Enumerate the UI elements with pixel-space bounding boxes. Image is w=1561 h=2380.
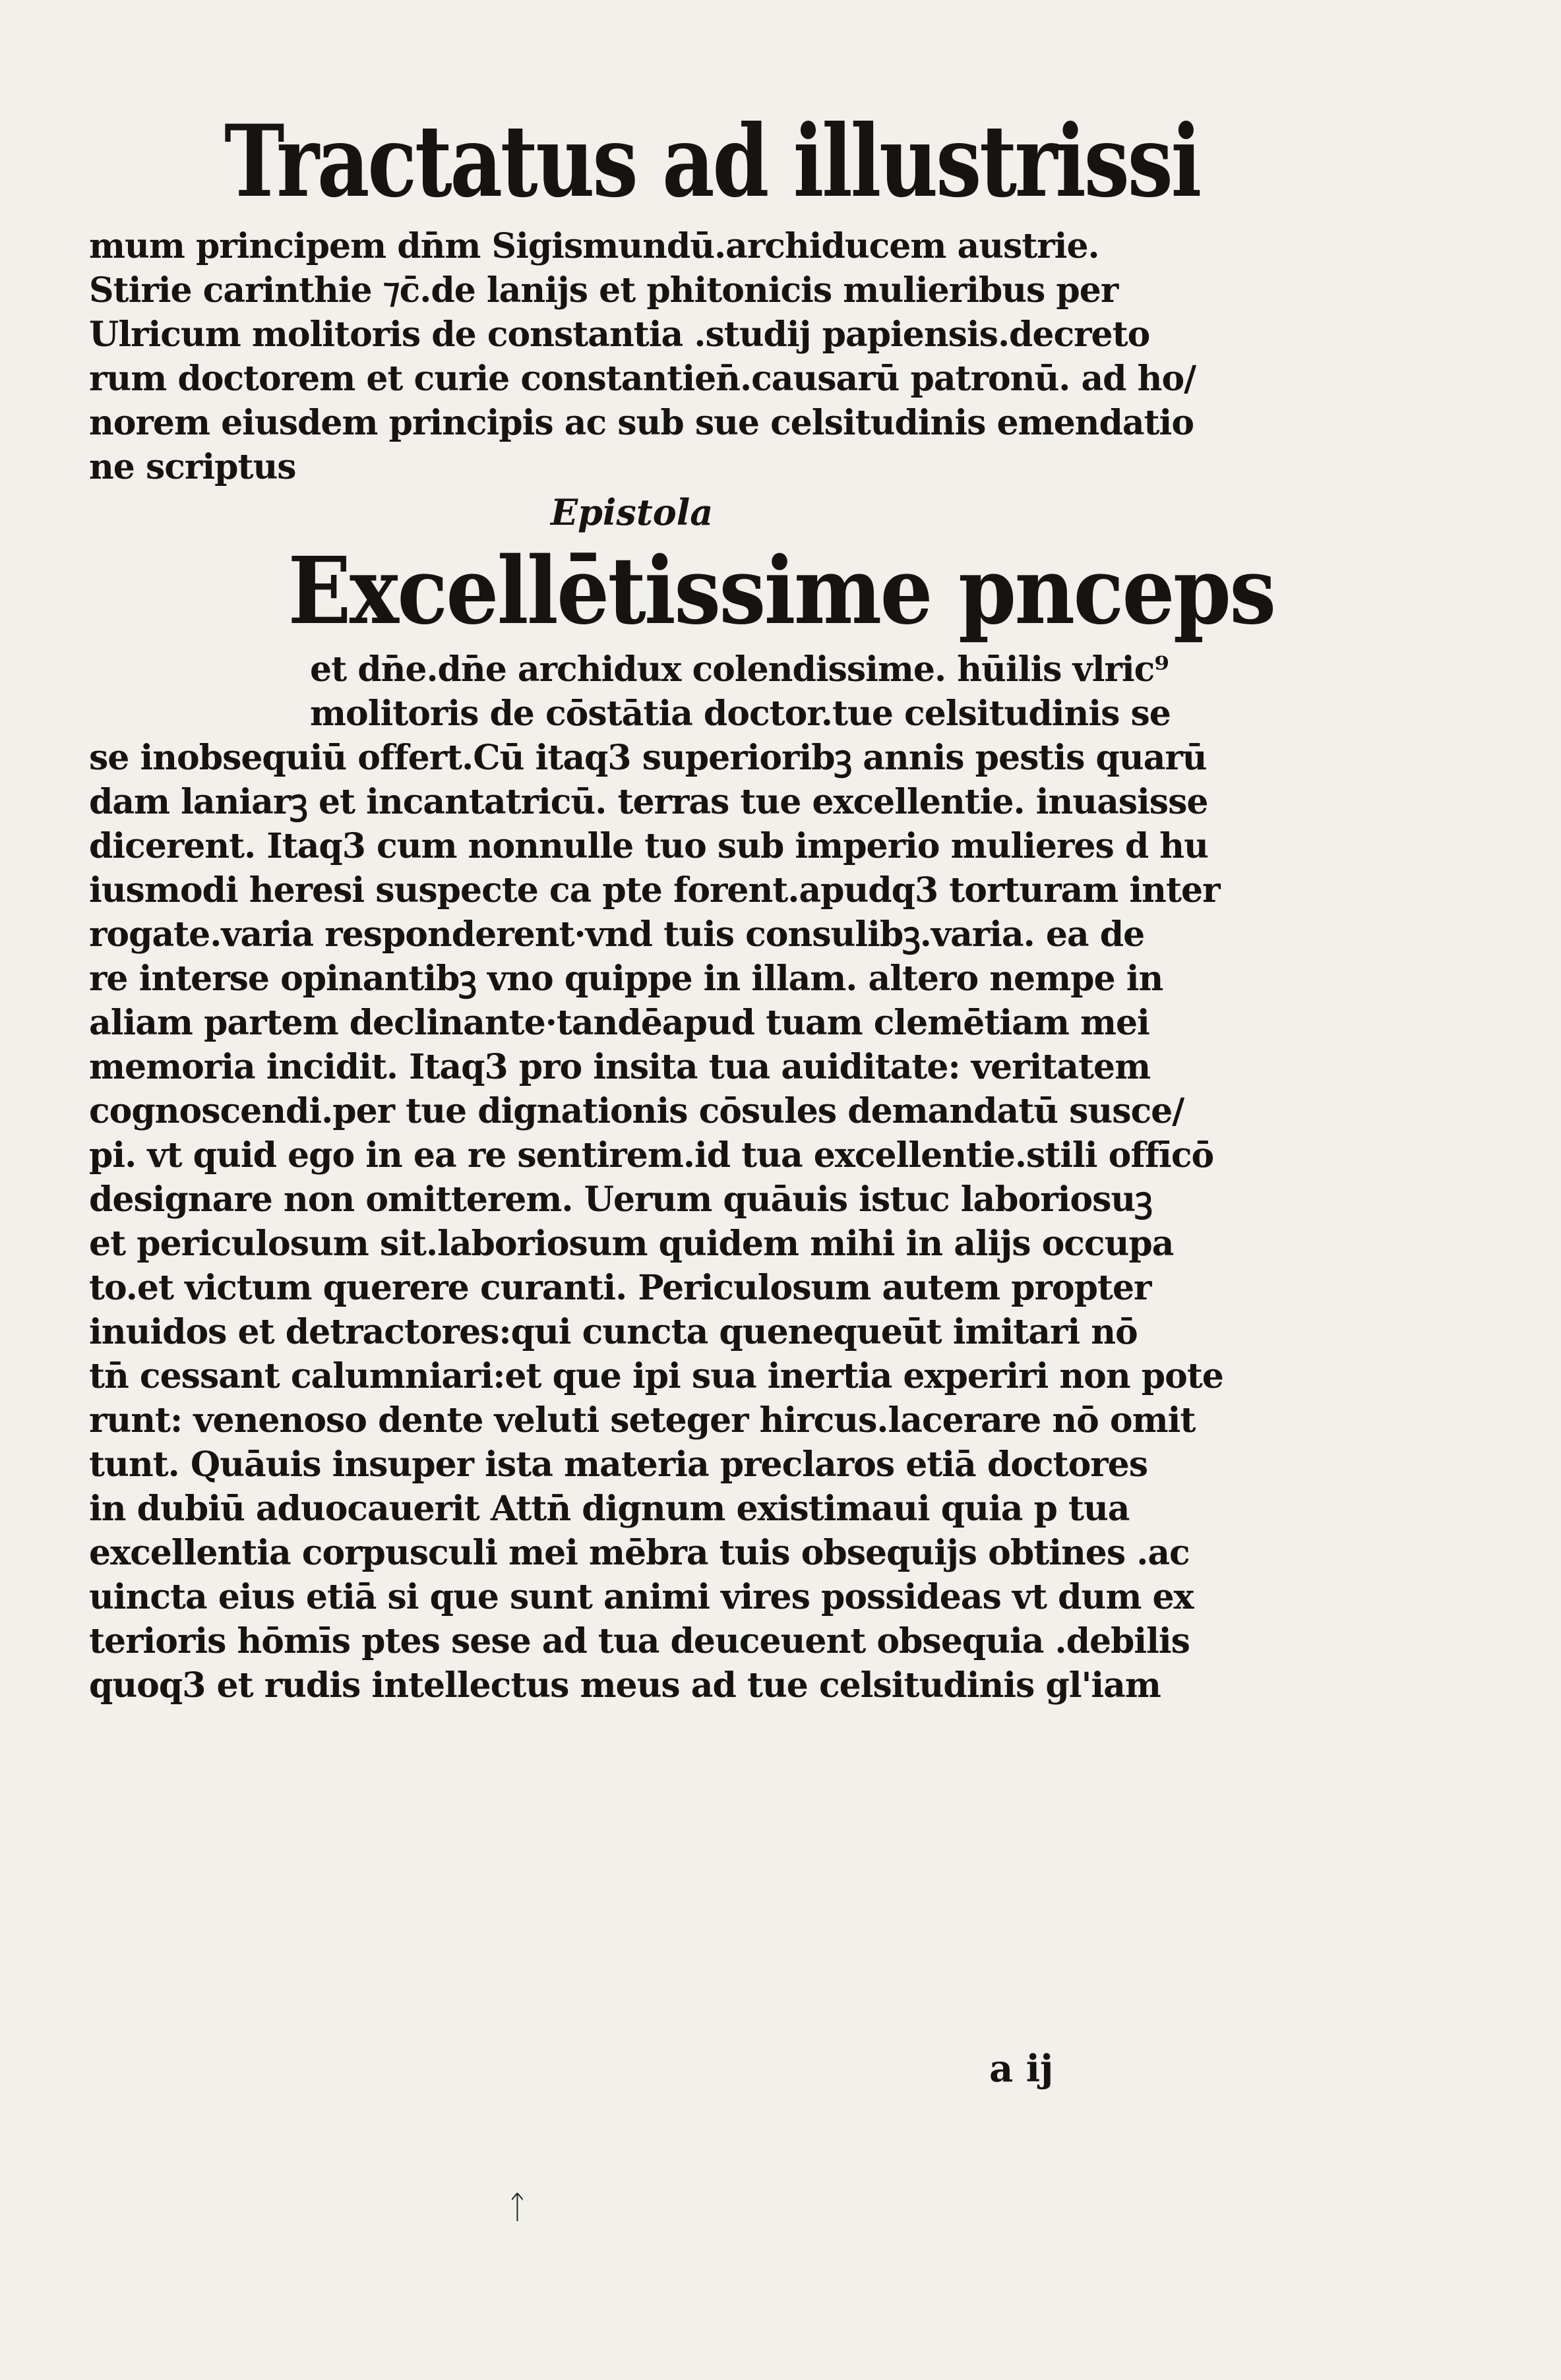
bottom-mark: ᛏ — [508, 2189, 527, 2226]
body-line: rogate.varia responderent·vnd tuis consulibꝫ.varia. ea de — [89, 914, 1145, 955]
body-line: inuidos et detractores:qui cuncta quenequeūt imitari nō — [89, 1312, 1138, 1352]
treatise-title: Tractatus ad illustrissi — [224, 104, 1200, 220]
intro-line: ne scriptus — [89, 447, 296, 487]
body-line: molitoris de cōstātia doctor.tue celsitudinis se — [310, 694, 1171, 734]
body-line: tunt. Quāuis insuper ista materia preclaros etiā doctores — [89, 1444, 1148, 1485]
intro-line: Stirie carinthie ⁊c̄.de lanijs et phitonicis mulieribus per — [89, 270, 1118, 311]
epistola-heading: Excellētissime pnceps — [288, 537, 1275, 645]
body-line: uincta eius etiā si que sunt animi vires possideas vt dum ex — [89, 1577, 1194, 1617]
body-line: terioris hōmīs ptes sese ad tua deuceuent obsequia .debilis — [89, 1621, 1190, 1661]
body-line: re interse opinantibꝫ vno quippe in illam. altero nempe in — [89, 959, 1163, 999]
body-line: excellentia corpusculi mei mēbra tuis obsequijs obtines .ac — [89, 1533, 1190, 1573]
epistola-label: Epistola — [551, 491, 714, 533]
body-line: et dn̄e.dn̄e archidux colendissime. hūilis vlric⁹ — [310, 649, 1169, 690]
intro-line: norem eiusdem principis ac sub sue celsitudinis emendatio — [89, 403, 1194, 443]
body-line: runt: venenoso dente veluti seteger hircus.lacerare nō omit — [89, 1400, 1196, 1441]
body-line: se inobsequiū offert.Cū itaq3 superioribꝫ annis pestis quarū — [89, 738, 1207, 778]
body-line: et periculosum sit.laboriosum quidem mihi in alijs occupa — [89, 1224, 1174, 1264]
intro-line: mum principem dn̄m Sigismundū.archiducem austrie. — [89, 226, 1099, 266]
body-line: quoq3 et rudis intellectus meus ad tue celsitudinis gl'iam — [89, 1665, 1161, 1706]
body-line: iusmodi heresi suspecte ca pte forent.apudq3 torturam inter — [89, 870, 1220, 910]
signature-mark: a ij — [989, 2047, 1054, 2091]
body-line: dam laniarꝫ et incantatricū. terras tue excellentie. inuasisse — [89, 782, 1208, 822]
intro-line: rum doctorem et curie constantien̄.causarū patronū. ad ho/ — [89, 359, 1196, 399]
body-line: dicerent. Itaq3 cum nonnulle tuo sub imperio mulieres d hu — [89, 826, 1208, 866]
body-line: in dubiū aduocauerit Attn̄ dignum existimaui quia p tua — [89, 1489, 1130, 1529]
text-block — [89, 99, 1275, 1708]
body-line: memoria incidit. Itaq3 pro insita tua auiditate: veritatem — [89, 1047, 1151, 1087]
body-line: to.et victum querere curanti. Periculosum autem propter — [89, 1268, 1151, 1308]
body-line: aliam partem declinante·tandēapud tuam clemētiam mei — [89, 1003, 1149, 1043]
body-line: pi. vt quid ego in ea re sentirem.id tua excellentie.stili offīcō — [89, 1135, 1214, 1175]
intro-line: Ulricum molitoris de constantia .studij papiensis.decreto — [89, 314, 1150, 355]
body-line: cognoscendi.per tue dignationis cōsules demandatū susce/ — [89, 1091, 1184, 1131]
body-line: tn̄ cessant calumniari:et que ipi sua inertia experiri non pote — [89, 1356, 1223, 1396]
body-line: designare non omitterem. Uerum quāuis istuc laboriosuꝫ — [89, 1179, 1152, 1220]
